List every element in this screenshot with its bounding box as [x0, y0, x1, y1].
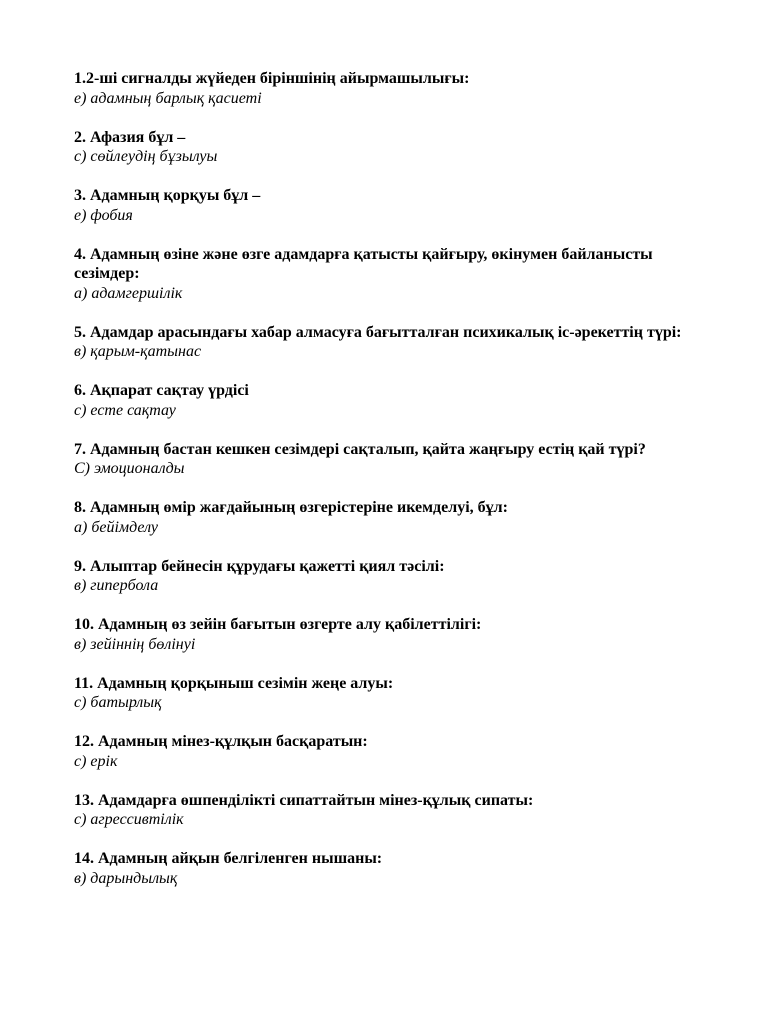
- answer-text: с) есте сақтау: [74, 401, 176, 419]
- question-text: 1.2-ші сигналды жүйеден біріншінің айырмашылығы:: [74, 70, 470, 87]
- answer-text: в) дарындылық: [74, 869, 178, 887]
- answer-text: в) қарым-қатынас: [74, 343, 202, 360]
- qa-item-7: [74, 440, 694, 479]
- answer-text: с) батырлық: [74, 694, 162, 711]
- answer-text: а) адамгершілік: [74, 284, 183, 302]
- question-text: 12. Адамның мінез-құлқын басқаратын:: [74, 733, 368, 750]
- answer-text: в) зейіннің бөлінуі: [74, 635, 196, 653]
- qa-item-13: [74, 791, 694, 830]
- qa-item-4: [74, 245, 694, 304]
- question-text: 8. Адамның өмір жағдайының өзгерістеріне икемделуі, бұл:: [74, 499, 508, 516]
- answer-text: с) сөйлеудің бұзылуы: [74, 148, 218, 165]
- qa-item-10: [74, 615, 694, 654]
- question-text: 4. Адамның өзіне және өзге адамдарға қатысты қайғыру, өкінумен байланысты сезімдер:: [74, 245, 653, 282]
- answer-text: с) ерік: [74, 752, 118, 770]
- qa-item-9: [74, 557, 694, 596]
- question-text: 7. Адамның бастан кешкен сезімдері сақталып, қайта жаңғыру естің қай түрі?: [74, 440, 646, 458]
- question-text: 9. Алыптар бейнесін құрудағы қажетті қиял тәсілі:: [74, 557, 445, 575]
- answer-text: е) адамның барлық қасиеті: [74, 89, 262, 107]
- question-text: 13. Адамдарға өшпенділікті сипаттайтын мінез-құлық сипаты:: [74, 791, 534, 809]
- qa-item-6: [74, 381, 694, 420]
- question-text: 10. Адамның өз зейін бағытын өзгерте алу қабілеттілігі:: [74, 616, 482, 633]
- question-text: 2. Афазия бұл –: [74, 128, 186, 146]
- document-page: [74, 69, 694, 908]
- answer-text: в) гипербола: [74, 577, 159, 594]
- qa-item-2: [74, 128, 694, 167]
- qa-item-11: [74, 674, 694, 713]
- qa-item-14: [74, 849, 694, 888]
- qa-item-1: [74, 69, 694, 108]
- question-text: 11. Адамның қорқыныш сезімін жеңе алуы:: [74, 674, 394, 692]
- question-text: 14. Адамның айқын белгіленген нышаны:: [74, 850, 383, 867]
- answer-text: а) бейімделу: [74, 518, 158, 536]
- answer-text: е) фобия: [74, 206, 133, 224]
- qa-item-3: [74, 186, 694, 225]
- qa-item-5: [74, 323, 694, 362]
- answer-text: С) эмоционалды: [74, 460, 185, 477]
- question-text: 6. Ақпарат сақтау үрдісі: [74, 382, 249, 399]
- question-text: 5. Адамдар арасындағы хабар алмасуға бағытталған психикалық іс-әрекеттің түрі:: [74, 323, 682, 341]
- qa-item-8: [74, 498, 694, 537]
- question-text: 3. Адамның қорқуы бұл –: [74, 187, 261, 204]
- answer-text: с) агрессивтілік: [74, 811, 184, 828]
- qa-item-12: [74, 732, 694, 771]
